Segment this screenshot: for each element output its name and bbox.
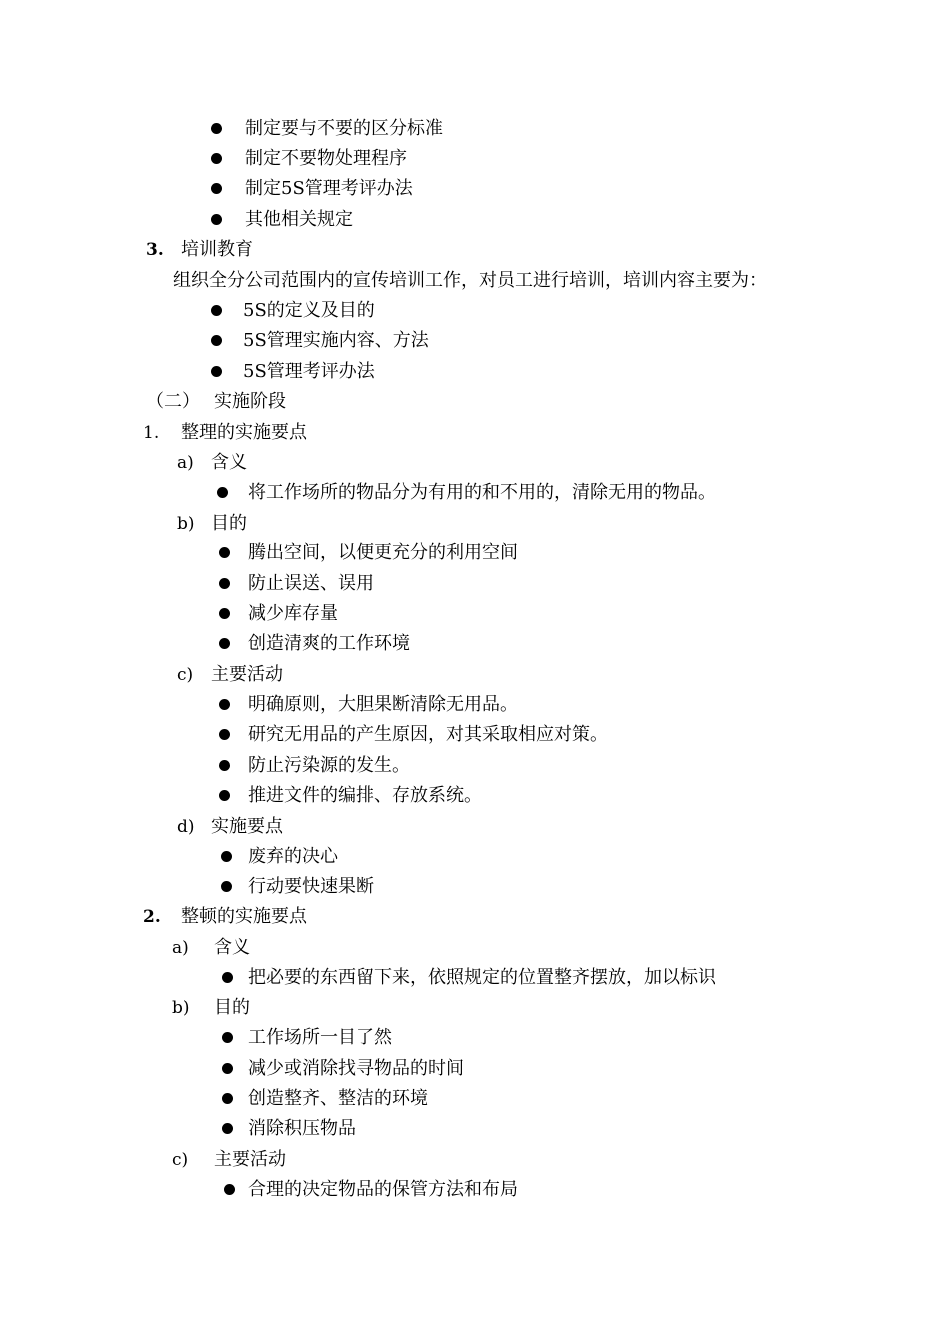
list-item: 明确原则，大胆果断清除无用品。 (248, 694, 518, 715)
bullet-icon (221, 851, 232, 862)
bullet-icon (221, 881, 232, 892)
list-item: 其他相关规定 (245, 209, 353, 230)
list-item: 减少库存量 (248, 603, 338, 624)
bullet-icon (211, 214, 222, 225)
list-item: 创造清爽的工作环境 (248, 633, 410, 654)
subsection-label: c) (177, 665, 194, 685)
bullet-icon (222, 1032, 233, 1043)
list-item: 创造整齐、整洁的环境 (248, 1088, 428, 1109)
bullet-icon (219, 699, 230, 710)
list-item: 废弃的决心 (248, 846, 338, 867)
bullet-icon (219, 547, 230, 558)
section-number: 3. (146, 240, 164, 260)
bullet-icon (222, 1123, 233, 1134)
bullet-icon (219, 638, 230, 649)
section-number: 1. (143, 423, 160, 443)
list-item: 防止污染源的发生。 (248, 755, 410, 776)
section-title: 整理的实施要点 (181, 422, 307, 443)
list-item: 合理的决定物品的保管方法和布局 (248, 1179, 518, 1200)
bullet-icon (219, 729, 230, 740)
list-item: 制定5S管理考评办法 (245, 178, 413, 199)
bullet-icon (211, 335, 222, 346)
phase-number: （二） (146, 391, 200, 412)
section-number: 2. (143, 907, 161, 927)
bullet-icon (211, 183, 222, 194)
list-item: 将工作场所的物品分为有用的和不用的，清除无用的物品。 (248, 482, 716, 503)
bullet-icon (211, 305, 222, 316)
subsection-label: a) (177, 453, 194, 473)
bullet-icon (224, 1184, 235, 1195)
list-item: 5S管理实施内容、方法 (243, 330, 429, 351)
subsection-title: 目的 (211, 513, 247, 534)
bullet-icon (211, 123, 222, 134)
list-item: 研究无用品的产生原因，对其采取相应对策。 (248, 724, 608, 745)
bullet-icon (217, 487, 228, 498)
list-item: 工作场所一目了然 (248, 1027, 392, 1048)
list-item: 制定不要物处理程序 (245, 148, 407, 169)
list-item: 减少或消除找寻物品的时间 (248, 1058, 464, 1079)
subsection-label: c) (172, 1150, 189, 1170)
subsection-title: 主要活动 (211, 664, 283, 685)
list-item: 腾出空间，以便更充分的利用空间 (248, 542, 518, 563)
list-item: 把必要的东西留下来，依照规定的位置整齐摆放，加以标识 (248, 967, 716, 988)
list-item: 制定要与不要的区分标准 (245, 118, 443, 139)
list-item: 防止误送、误用 (248, 573, 374, 594)
bullet-icon (222, 972, 233, 983)
bullet-icon (222, 1063, 233, 1074)
phase-title: 实施阶段 (214, 391, 286, 412)
subsection-title: 目的 (214, 997, 250, 1018)
list-item: 行动要快速果断 (248, 876, 374, 897)
list-item: 推进文件的编排、存放系统。 (248, 785, 482, 806)
subsection-label: b) (172, 998, 190, 1018)
subsection-label: d) (177, 817, 195, 837)
bullet-icon (222, 1093, 233, 1104)
subsection-title: 实施要点 (211, 816, 283, 837)
bullet-icon (219, 578, 230, 589)
bullet-icon (219, 790, 230, 801)
bullet-icon (211, 366, 222, 377)
bullet-icon (219, 608, 230, 619)
section-title: 整顿的实施要点 (181, 906, 307, 927)
subsection-title: 含义 (211, 452, 247, 473)
paragraph: 组织全分公司范围内的宣传培训工作，对员工进行培训，培训内容主要为： (173, 270, 767, 291)
bullet-icon (211, 153, 222, 164)
bullet-icon (219, 760, 230, 771)
list-item: 5S管理考评办法 (243, 361, 375, 382)
subsection-title: 主要活动 (214, 1149, 286, 1170)
list-item: 5S的定义及目的 (243, 300, 375, 321)
subsection-label: a) (172, 938, 189, 958)
subsection-title: 含义 (214, 937, 250, 958)
list-item: 消除积压物品 (248, 1118, 356, 1139)
subsection-label: b) (177, 514, 195, 534)
section-title: 培训教育 (181, 239, 253, 260)
